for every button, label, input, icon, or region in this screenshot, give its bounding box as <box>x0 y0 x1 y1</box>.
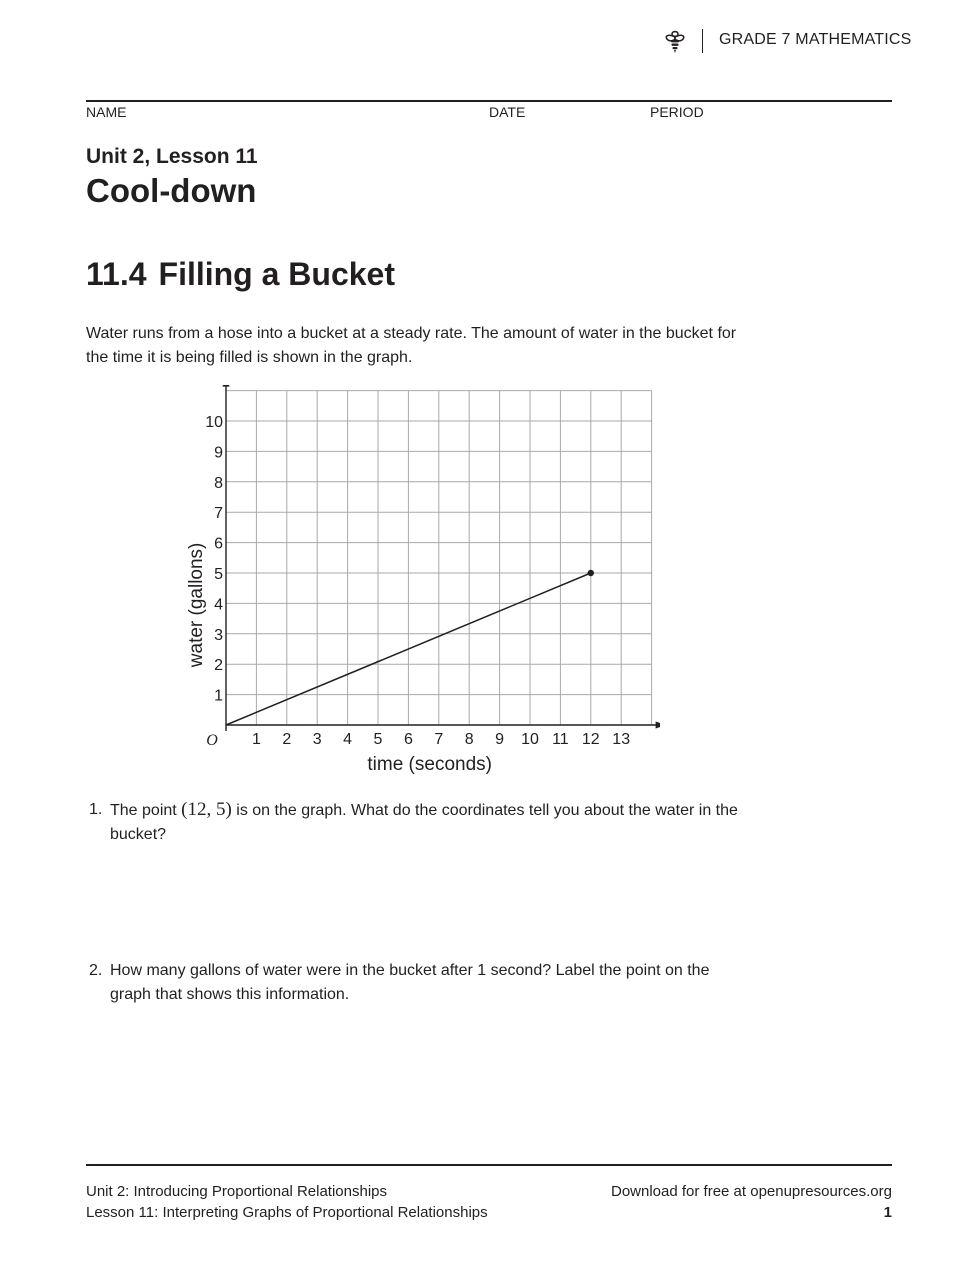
x-tick-label: 2 <box>282 731 292 748</box>
y-axis-label: water (gallons) <box>186 542 207 668</box>
question-1 <box>86 798 746 846</box>
y-tick-label: 5 <box>214 566 223 583</box>
x-tick-label: 5 <box>373 731 383 748</box>
footer-unit: Unit 2: Introducing Proportional Relationships <box>86 1183 388 1200</box>
y-tick-label: 8 <box>214 474 223 492</box>
footer-rule <box>86 1164 892 1166</box>
question-number: 2. <box>89 962 103 979</box>
y-tick-label: 3 <box>214 626 223 644</box>
section-title: Filling a Bucket <box>158 256 395 292</box>
x-tick-label: 12 <box>581 731 600 748</box>
x-tick-label: 13 <box>612 731 631 748</box>
x-tick-label: 3 <box>312 731 322 748</box>
x-tick-label: 6 <box>403 731 413 748</box>
x-tick-label: 1 <box>251 731 261 748</box>
name-field-label: NAME <box>86 104 127 120</box>
water-time-graph <box>180 385 660 780</box>
x-tick-label: 11 <box>552 731 569 748</box>
question-number: 1. <box>89 801 103 818</box>
footer-download-link[interactable]: Download for free at openupresources.org <box>610 1183 892 1200</box>
x-tick-label: 9 <box>495 731 505 748</box>
question-2 <box>86 959 746 1007</box>
intro-paragraph: Water runs from a hose into a bucket at a steady rate. The amount of water in the bucket for the time it is being filled is shown in the graph. <box>86 325 737 366</box>
date-field-label: DATE <box>489 104 526 120</box>
question-text-part: The point <box>110 802 182 819</box>
x-tick-label: 8 <box>464 731 474 748</box>
section-number: 11.4 <box>86 256 147 292</box>
y-tick-label: 10 <box>205 414 223 431</box>
y-tick-label: 4 <box>214 596 223 614</box>
x-axis-label: time (seconds) <box>367 754 492 775</box>
y-tick-label: 9 <box>214 444 223 462</box>
top-rule <box>86 100 892 102</box>
page-title: Cool-down <box>86 172 257 209</box>
footer-lesson: Lesson 11: Interpreting Graphs of Proportional Relationships <box>86 1204 488 1221</box>
question-text: How many gallons of water were in the bucket after 1 second? Label the point on the graph that shows this information. <box>110 962 710 1003</box>
y-tick-label: 7 <box>214 505 223 523</box>
unit-lesson-label: Unit 2, Lesson 11 <box>86 145 258 168</box>
bee-logo-icon <box>662 28 688 54</box>
y-axis-arrow <box>223 385 230 387</box>
x-tick-label: 4 <box>343 731 353 748</box>
grade-label: GRADE 7 MATHEMATICS <box>719 31 912 48</box>
x-tick-label: 7 <box>434 731 444 748</box>
header-divider <box>702 29 703 53</box>
period-field-label: PERIOD <box>650 104 704 120</box>
y-tick-label: 1 <box>214 687 223 705</box>
section-heading <box>86 256 395 293</box>
x-axis-arrow <box>656 722 660 729</box>
page-number: 1 <box>883 1204 892 1221</box>
data-point <box>588 570 594 576</box>
y-tick-label: 2 <box>214 657 223 675</box>
x-tick-label: 10 <box>521 731 539 748</box>
question-text-part: is on the graph. What do the coordinates tell you about the water in the bucket? <box>110 802 738 843</box>
y-tick-label: 6 <box>214 535 223 553</box>
origin-label: O <box>206 732 218 749</box>
question-text <box>110 798 746 847</box>
coordinate-math: (12, 5) <box>181 799 232 820</box>
